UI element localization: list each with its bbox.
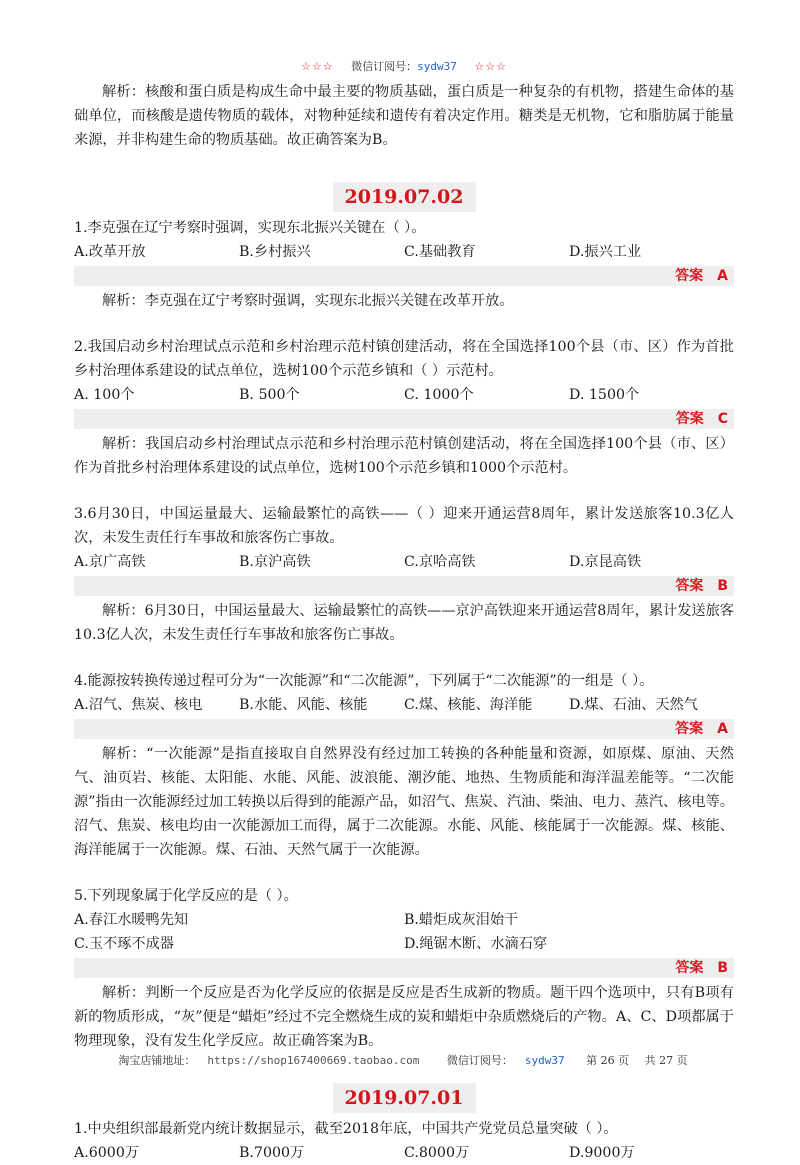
question-text: 5.下列现象属于化学反应的是（ ）。 (74, 888, 298, 904)
option: B.乡村振兴 (239, 244, 311, 260)
option: D.京昆高铁 (569, 554, 642, 570)
answer-label: 答案 (675, 721, 704, 737)
answer-bar (74, 719, 734, 739)
option: B. 500个 (239, 387, 300, 403)
answer-label: 答案 (675, 411, 704, 427)
option: D.煤、石油、天然气 (569, 697, 698, 713)
answer-label: 答案 (675, 578, 704, 594)
question-options (74, 383, 734, 407)
question-options (74, 550, 734, 574)
option: D. 1500个 (569, 387, 640, 403)
shop-label: 淘宝店铺地址： (118, 1054, 196, 1067)
option: C.京哈高铁 (404, 554, 476, 570)
shop-url-link[interactable]: https://shop167400669.taobao.com (207, 1054, 420, 1067)
answer-value: B (717, 960, 728, 976)
question-text: 2.我国启动乡村治理试点示范和乡村治理示范村镇创建活动，将在全国选择100个县（市、区）作为首批乡村治理体系建设的试点单位，选树100个示范乡镇和（ ）示范村。 (74, 339, 734, 379)
document-page (74, 58, 734, 1165)
option: C.煤、核能、海洋能 (404, 697, 533, 713)
answer-label: 答案 (675, 268, 704, 284)
section-date: 2019.07.02 (333, 182, 476, 212)
option: D.绳锯木断、水滴石穿 (404, 936, 548, 952)
wechat-label: 微信订阅号： (446, 1054, 513, 1067)
question-text: 3.6月30日，中国运量最大、运输最繁忙的高铁——（ ）迎来开通运营8周年，累计发送旅客10.3亿人次，未发生责任行车事故和旅客伤亡事故。 (74, 506, 734, 546)
analysis-text: 解析：判断一个反应是否为化学反应的依据是反应是否生成新的物质。题干四个选项中，只有B项有新的物质形成，“灰”便是“蜡炬”经过不完全燃烧生成的炭和蜡炬中杂质燃烧后的产物。A、C、D项都属于物理现象，没有发生化学反应。故正确答案为B。 (74, 985, 734, 1049)
option: D.9000万 (569, 1145, 635, 1161)
option: A.改革开放 (74, 244, 146, 260)
question-text: 4.能源按转换传递过程可分为“一次能源”和“二次能源”，下列属于“二次能源”的一组是（ ）。 (74, 673, 654, 689)
question-text: 1.中央组织部最新党内统计数据显示，截至2018年底，中国共产党党员总量突破（ ）。 (74, 1121, 618, 1137)
option: A.沼气、焦炭、核电 (74, 697, 203, 713)
answer-bar (74, 576, 734, 596)
option: B.京沪高铁 (239, 554, 311, 570)
section-date-title (74, 1087, 734, 1109)
answer-value: A (717, 268, 728, 284)
page-number: 第 26 页 (586, 1054, 630, 1067)
page-footer (0, 1052, 800, 1068)
option: C.玉不琢不成器 (74, 936, 174, 952)
option: C. 1000个 (404, 387, 474, 403)
option: D.振兴工业 (569, 244, 642, 260)
question-options (74, 1141, 734, 1165)
question-options (74, 693, 734, 717)
intro-analysis: 解析：核酸和蛋白质是构成生命中最主要的物质基础，蛋白质是一种复杂的有机物，搭建生命体的基础单位，而核酸是遗传物质的载体，对物种延续和遗传有着决定作用。糖类是无机物，它和脂肪属于能量来源，并非构建生命的物质基础。故正确答案为B。 (74, 84, 734, 148)
option: A. 100个 (74, 387, 135, 403)
answer-value: A (717, 721, 728, 737)
option: A.京广高铁 (74, 554, 146, 570)
header-id: sydw37 (417, 60, 457, 73)
question-options (74, 908, 734, 956)
option: B.水能、风能、核能 (239, 697, 368, 713)
answer-bar (74, 409, 734, 429)
answer-bar (74, 266, 734, 286)
page-total: 共 27 页 (644, 1054, 688, 1067)
section-date-title (74, 186, 734, 208)
wechat-id: sydw37 (524, 1054, 565, 1067)
analysis-text: 解析：“一次能源”是指直接取自自然界没有经过加工转换的各种能量和资源，如原煤、原油、天然气、油页岩、核能、太阳能、水能、风能、波浪能、潮汐能、地热、生物质能和海洋温差能等。“二次能源”指由一次能源经过加工转换以后得到的能源产品，如沼气、焦炭、汽油、柴油、电力、蒸汽、核电等。沼气、焦炭、核电均由一次能源加工而得，属于二次能源。水能、风能、核能属于一次能源。煤、核能、海洋能属于一次能源。煤、石油、天然气属于一次能源。 (74, 746, 734, 858)
star-decoration-right: ☆☆☆ (474, 60, 507, 73)
answer-value: C (717, 411, 728, 427)
analysis-text: 解析：李克强在辽宁考察时强调，实现东北振兴关键在改革开放。 (102, 293, 514, 309)
page-header (74, 58, 734, 74)
answer-value: B (717, 578, 728, 594)
answer-bar (74, 958, 734, 978)
answer-label: 答案 (675, 960, 704, 976)
option: A.春江水暖鸭先知 (74, 912, 189, 928)
header-label: 微信订阅号： (351, 60, 418, 73)
analysis-text: 解析：6月30日，中国运量最大、运输最繁忙的高铁——京沪高铁迎来开通运营8周年，累计发送旅客10.3亿人次，未发生责任行车事故和旅客伤亡事故。 (74, 603, 734, 643)
question-text: 1.李克强在辽宁考察时强调，实现东北振兴关键在（ ）。 (74, 220, 426, 236)
option: A.6000万 (74, 1145, 140, 1161)
question-options (74, 240, 734, 264)
star-decoration-left: ☆☆☆ (301, 60, 334, 73)
section-date: 2019.07.01 (333, 1083, 476, 1113)
option: B.7000万 (239, 1145, 305, 1161)
option: C.8000万 (404, 1145, 470, 1161)
option: B.蜡炬成灰泪始干 (404, 912, 519, 928)
analysis-text: 解析：我国启动乡村治理试点示范和乡村治理示范村镇创建活动，将在全国选择100个县（市、区）作为首批乡村治理体系建设的试点单位，选树100个示范乡镇和1000个示范村。 (74, 436, 734, 476)
option: C.基础教育 (404, 244, 476, 260)
